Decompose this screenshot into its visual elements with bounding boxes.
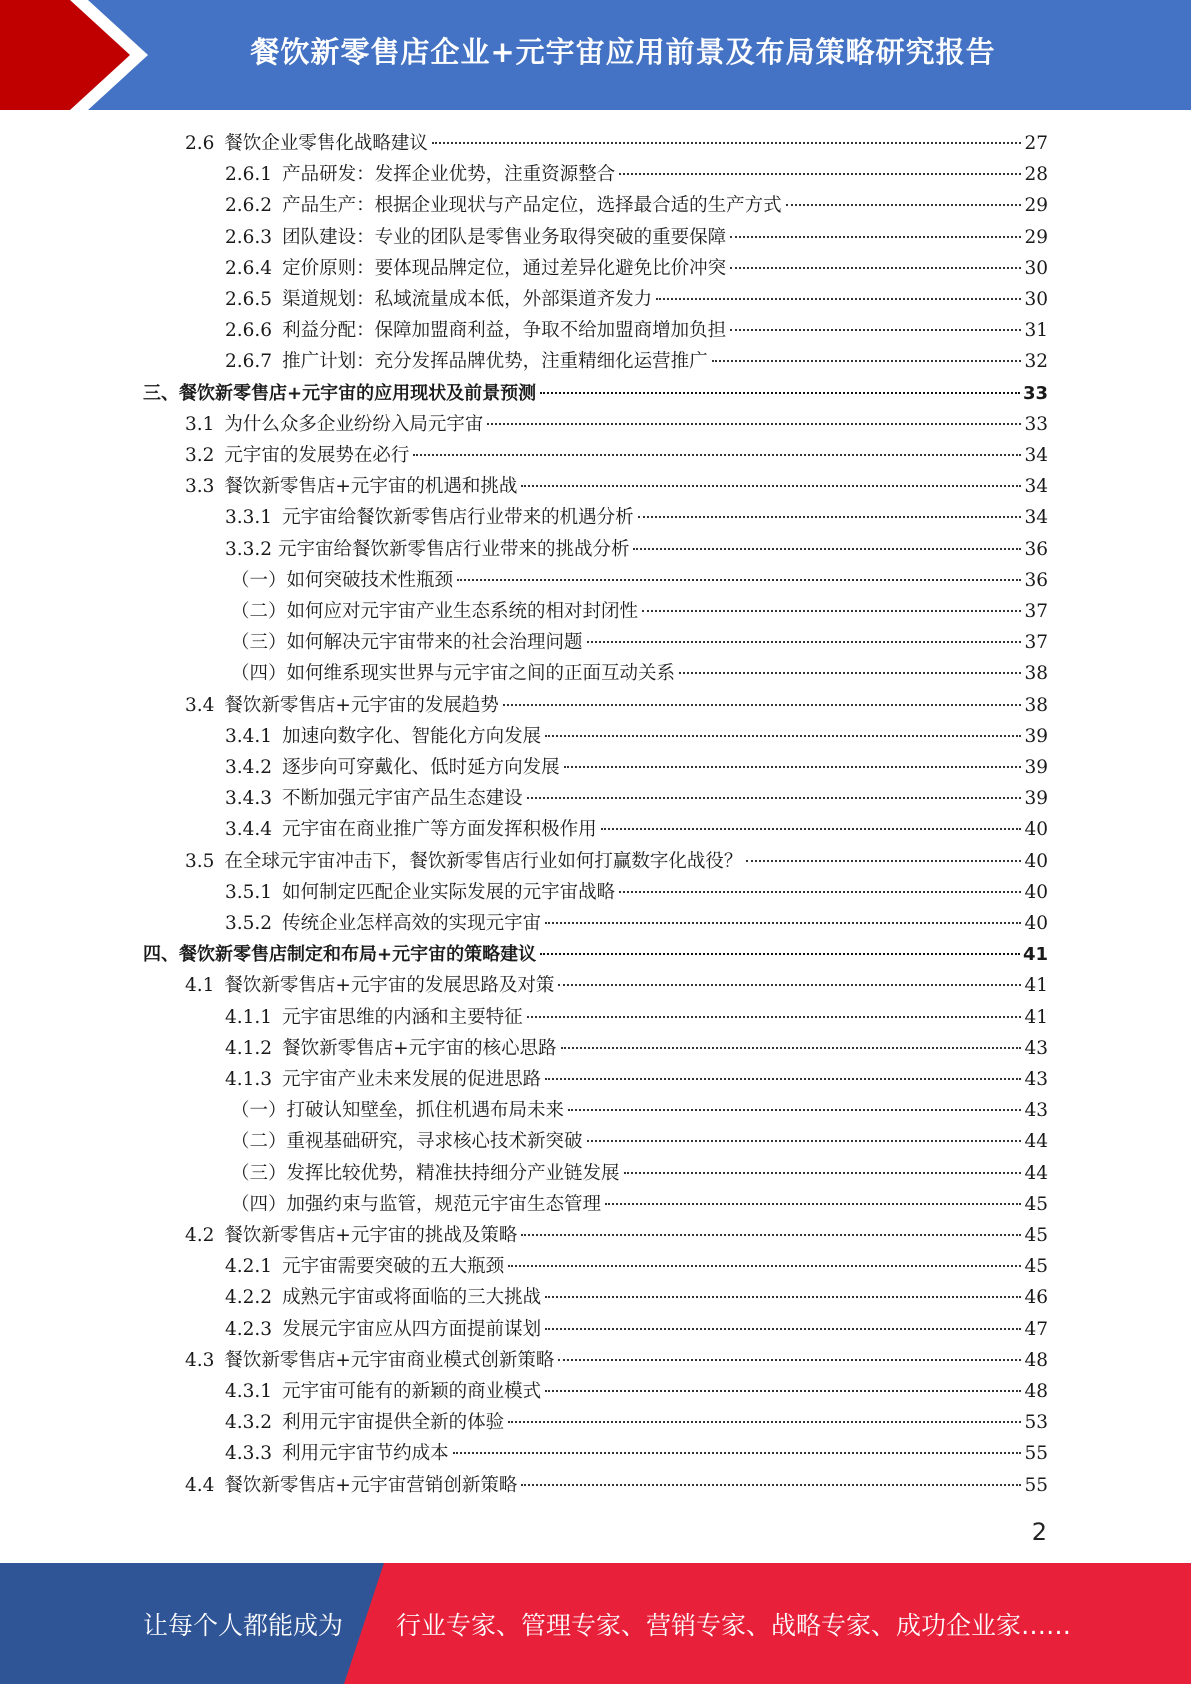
- toc-entry-number: 3.3.1: [225, 507, 273, 529]
- toc-dot-leader: [730, 267, 1021, 269]
- toc-entry-title: （一）打破认知壁垒，抓住机遇布局未来: [231, 1100, 565, 1122]
- toc-entry[interactable]: [225, 1002, 1048, 1033]
- toc-entry[interactable]: [185, 471, 1048, 502]
- toc-entry-number: 2.6.3: [225, 226, 273, 248]
- toc-entry-page: 38: [1024, 663, 1048, 685]
- toc-dot-leader: [642, 610, 1021, 612]
- toc-dot-leader: [527, 1016, 1022, 1018]
- page-header: [0, 0, 1191, 110]
- toc-entry-page: 29: [1024, 195, 1048, 217]
- toc-entry-title: （三）发挥比较优势，精准扶持细分产业链发展: [231, 1162, 620, 1184]
- toc-entry-page: 40: [1024, 850, 1048, 872]
- toc-entry-title: 不断加强元宇宙产品生态建设: [282, 788, 523, 810]
- toc-dot-leader: [786, 204, 1022, 206]
- toc-entry-title: 逐步向可穿戴化、低时延方向发展: [282, 757, 560, 778]
- toc-dot-leader: [540, 392, 1020, 394]
- toc-entry-title: 发展元宇宙应从四方面提前谋划: [282, 1318, 542, 1340]
- toc-entry-title: 产品生产：根据企业现状与产品定位，选择最合适的生产方式: [282, 195, 782, 217]
- toc-entry[interactable]: [231, 565, 1048, 596]
- toc-entry-page: 53: [1024, 1412, 1048, 1434]
- toc-dot-leader: [503, 704, 1022, 706]
- toc-entry[interactable]: [225, 721, 1048, 752]
- toc-entry-page: 41: [1024, 975, 1048, 997]
- toc-dot-leader: [413, 454, 1021, 456]
- toc-entry-title: 为什么众多企业纷纷入局元宇宙: [224, 413, 484, 435]
- toc-entry-title: 利用元宇宙提供全新的体验: [282, 1412, 505, 1434]
- toc-entry-number: 3.4.4: [225, 819, 273, 841]
- toc-entry-number: 2.6.7: [225, 351, 273, 373]
- toc-entry[interactable]: [185, 1470, 1048, 1501]
- toc-entry-number: 4.1: [185, 975, 215, 997]
- toc-entry-page: 43: [1024, 1069, 1048, 1090]
- toc-entry-title: （四）如何维系现实世界与元宇宙之间的正面互动关系: [231, 663, 676, 685]
- toc-entry-page: 38: [1024, 694, 1048, 716]
- toc-entry[interactable]: [225, 190, 1048, 221]
- toc-dot-leader: [527, 797, 1022, 799]
- toc-entry[interactable]: [231, 1126, 1048, 1157]
- toc-entry[interactable]: [225, 1033, 1048, 1064]
- toc-dot-leader: [545, 1078, 1021, 1080]
- toc-dot-leader: [540, 953, 1020, 955]
- toc-entry[interactable]: [225, 908, 1048, 939]
- toc-entry-title: 元宇宙思维的内涵和主要特征: [282, 1006, 523, 1028]
- toc-dot-leader: [558, 984, 1021, 986]
- toc-dot-leader: [605, 1203, 1021, 1205]
- toc-dot-leader: [545, 1390, 1021, 1392]
- toc-entry[interactable]: [185, 409, 1048, 440]
- toc-entry-title: （二）重视基础研究，寻求核心技术新突破: [231, 1131, 583, 1153]
- toc-entry-number: 3.2: [185, 445, 215, 466]
- toc-entry[interactable]: [185, 1220, 1048, 1251]
- toc-entry-page: 27: [1024, 133, 1048, 154]
- toc-entry-page: 46: [1024, 1287, 1048, 1309]
- toc-entry-title: 传统企业怎样高效的实现元宇宙: [282, 913, 542, 934]
- toc-dot-leader: [601, 828, 1022, 830]
- toc-entry-page: 31: [1024, 320, 1048, 342]
- toc-chapter-entry[interactable]: [143, 939, 1048, 970]
- toc-entry[interactable]: [225, 284, 1048, 315]
- toc-entry-title: 如何制定匹配企业实际发展的元宇宙战略: [282, 881, 616, 903]
- toc-entry-page: 55: [1024, 1474, 1048, 1496]
- toc-entry-title: 元宇宙产业未来发展的促进思路: [282, 1069, 542, 1090]
- toc-dot-leader: [561, 1047, 1022, 1049]
- toc-entry-title: （二）如何应对元宇宙产业生态系统的相对封闭性: [231, 601, 639, 622]
- toc-dot-leader: [587, 1140, 1022, 1142]
- toc-entry[interactable]: [185, 1345, 1048, 1376]
- toc-entry[interactable]: [225, 752, 1048, 783]
- toc-entry-title: 元宇宙需要突破的五大瓶颈: [282, 1256, 505, 1278]
- toc-entry-page: 45: [1024, 1225, 1048, 1246]
- toc-entry-title: 定价原则：要体现品牌定位，通过差异化避免比价冲突: [282, 257, 727, 279]
- toc-entry-title: 在全球元宇宙冲击下，餐饮新零售店行业如何打赢数字化战役？: [224, 850, 743, 872]
- toc-entry-number: 4.1.2: [225, 1037, 273, 1059]
- toc-entry[interactable]: [225, 877, 1048, 908]
- toc-entry-title: 四、餐饮新零售店制定和布局+元宇宙的策略建议: [143, 944, 537, 966]
- toc-entry[interactable]: [225, 1376, 1048, 1407]
- toc-entry-title: 餐饮企业零售化战略建议: [224, 133, 428, 154]
- toc-dot-leader: [432, 142, 1022, 144]
- toc-dot-leader: [633, 548, 1021, 550]
- toc-entry-title: 元宇宙的发展势在必行: [224, 445, 410, 466]
- toc-entry-page: 36: [1024, 538, 1048, 560]
- toc-entry[interactable]: [185, 690, 1048, 721]
- footer-slogan-left: 让每个人都能成为: [143, 1610, 344, 1640]
- toc-dot-leader: [508, 1265, 1021, 1267]
- toc-entry[interactable]: [231, 627, 1048, 658]
- toc-dot-leader: [487, 423, 1021, 425]
- toc-dot-leader: [746, 860, 1021, 862]
- toc-entry-number: 3.3: [185, 476, 215, 498]
- toc-entry-title: （四）加强约束与监管，规范元宇宙生态管理: [231, 1193, 602, 1215]
- toc-dot-leader: [568, 1109, 1021, 1111]
- toc-entry-page: 37: [1024, 632, 1048, 654]
- toc-entry-page: 45: [1024, 1256, 1048, 1278]
- toc-entry[interactable]: [225, 534, 1048, 565]
- toc-entry-page: 34: [1024, 476, 1048, 498]
- toc-entry[interactable]: [225, 315, 1048, 346]
- toc-entry-title: 餐饮新零售店+元宇宙的核心思路: [282, 1037, 557, 1059]
- toc-dot-leader: [656, 298, 1021, 300]
- toc-chapter-entry[interactable]: [143, 378, 1048, 409]
- toc-dot-leader: [453, 1452, 1022, 1454]
- toc-dot-leader: [521, 485, 1021, 487]
- toc-dot-leader: [521, 1234, 1021, 1236]
- toc-dot-leader: [521, 1484, 1021, 1486]
- toc-entry-number: 4.2.2: [225, 1287, 273, 1309]
- toc-entry[interactable]: [185, 846, 1048, 877]
- toc-entry-number: 2.6.1: [225, 164, 273, 186]
- toc-dot-leader: [712, 360, 1022, 362]
- toc-dot-leader: [545, 922, 1021, 924]
- toc-entry-title: 产品研发：发挥企业优势，注重资源整合: [282, 164, 616, 186]
- toc-entry-title: 元宇宙在商业推广等方面发挥积极作用: [282, 819, 597, 841]
- toc-entry-title: 元宇宙给餐饮新零售店行业带来的机遇分析: [282, 507, 634, 529]
- toc-entry-page: 40: [1024, 819, 1048, 841]
- toc-entry-title: （三）如何解决元宇宙带来的社会治理问题: [231, 632, 583, 654]
- toc-entry[interactable]: [185, 970, 1048, 1001]
- toc-entry-page: 39: [1024, 757, 1048, 778]
- toc-entry[interactable]: [225, 1282, 1048, 1313]
- toc-entry-number: 3.4: [185, 694, 215, 716]
- toc-entry-number: 2.6.6: [225, 320, 273, 342]
- toc-entry[interactable]: [231, 658, 1048, 689]
- toc-entry-number: 3.1: [185, 413, 215, 435]
- toc-entry-page: 29: [1024, 226, 1048, 248]
- toc-entry-number: 4.2.1: [225, 1256, 273, 1278]
- toc-dot-leader: [587, 641, 1022, 643]
- toc-entry-number: 4.3.3: [225, 1443, 273, 1465]
- toc-entry-title: 利益分配：保障加盟商利益，争取不给加盟商增加负担: [282, 320, 727, 342]
- toc-entry[interactable]: [225, 253, 1048, 284]
- toc-entry-title: 利用元宇宙节约成本: [282, 1443, 449, 1465]
- toc-entry-page: 41: [1022, 944, 1048, 966]
- toc-dot-leader: [619, 173, 1021, 175]
- toc-entry-title: 餐饮新零售店+元宇宙的发展思路及对策: [224, 975, 555, 997]
- toc-entry-number: 2.6.5: [225, 289, 273, 310]
- toc-entry-page: 40: [1024, 913, 1048, 934]
- toc-entry-page: 47: [1024, 1318, 1048, 1340]
- toc-entry-page: 45: [1024, 1193, 1048, 1215]
- toc-entry-page: 55: [1024, 1443, 1048, 1465]
- toc-entry-number: 3.5: [185, 850, 215, 872]
- report-title: 餐饮新零售店企业+元宇宙应用前景及布局策略研究报告: [250, 34, 996, 69]
- toc-entry[interactable]: [225, 346, 1048, 377]
- toc-dot-leader: [730, 236, 1021, 238]
- toc-entry-number: 4.2: [185, 1225, 215, 1246]
- toc-entry[interactable]: [225, 222, 1048, 253]
- toc-entry-title: 餐饮新零售店+元宇宙商业模式创新策略: [224, 1349, 555, 1371]
- toc-entry-number: 4.4: [185, 1474, 215, 1496]
- toc-entry[interactable]: [225, 1314, 1048, 1345]
- page-number: 2: [1031, 1518, 1047, 1546]
- toc-dot-leader: [638, 516, 1022, 518]
- toc-dot-leader: [619, 891, 1021, 893]
- toc-entry-page: 32: [1024, 351, 1048, 373]
- toc-entry-title: 餐饮新零售店+元宇宙的挑战及策略: [224, 1225, 518, 1246]
- toc-dot-leader: [679, 672, 1021, 674]
- toc-entry-page: 44: [1024, 1131, 1048, 1153]
- toc-dot-leader: [545, 735, 1021, 737]
- toc-entry-page: 33: [1024, 413, 1048, 435]
- toc-entry[interactable]: [225, 814, 1048, 845]
- toc-entry-page: 44: [1024, 1162, 1048, 1184]
- toc-dot-leader: [624, 1172, 1022, 1174]
- toc-entry-number: 3.5.2: [225, 913, 273, 934]
- toc-entry-page: 30: [1024, 289, 1048, 310]
- toc-entry[interactable]: [225, 783, 1048, 814]
- toc-entry[interactable]: [225, 1251, 1048, 1282]
- toc-entry-page: 34: [1024, 445, 1048, 466]
- toc-entry-page: 34: [1024, 507, 1048, 529]
- toc-dot-leader: [457, 579, 1021, 581]
- toc-entry[interactable]: [231, 1189, 1048, 1220]
- toc-entry-page: 48: [1024, 1349, 1048, 1371]
- toc-entry-page: 30: [1024, 257, 1048, 279]
- toc-entry-number: 3.4.3: [225, 788, 273, 810]
- toc-entry-page: 39: [1024, 788, 1048, 810]
- page-footer: [0, 1563, 1191, 1684]
- toc-entry-number: 2.6.2: [225, 195, 273, 217]
- toc-entry-number: 4.3.1: [225, 1381, 273, 1402]
- toc-entry-page: 43: [1024, 1037, 1048, 1059]
- toc-entry-title: 成熟元宇宙或将面临的三大挑战: [282, 1287, 542, 1309]
- toc-entry-title: 元宇宙可能有的新颖的商业模式: [282, 1381, 542, 1402]
- toc-entry-page: 40: [1024, 881, 1048, 903]
- toc-entry[interactable]: [225, 502, 1048, 533]
- toc-entry-title: 推广计划：充分发挥品牌优势，注重精细化运营推广: [282, 351, 708, 373]
- toc-entry-page: 41: [1024, 1006, 1048, 1028]
- toc-entry-number: 3.4.2: [225, 757, 273, 778]
- toc-entry[interactable]: [225, 1438, 1048, 1469]
- toc-dot-leader: [730, 329, 1021, 331]
- toc-entry-number: 4.3: [185, 1349, 215, 1371]
- toc-entry-number: 4.1.3: [225, 1069, 273, 1090]
- toc-entry[interactable]: [231, 596, 1048, 627]
- toc-entry-page: 36: [1024, 569, 1048, 591]
- toc-entry-title: 渠道规划：私域流量成本低，外部渠道齐发力: [282, 289, 653, 310]
- toc-entry[interactable]: [225, 159, 1048, 190]
- toc-entry-number: 4.2.3: [225, 1318, 273, 1340]
- toc-entry-page: 33: [1022, 382, 1048, 404]
- toc-dot-leader: [508, 1421, 1021, 1423]
- toc-entry[interactable]: [225, 1407, 1048, 1438]
- toc-entry-page: 28: [1024, 164, 1048, 186]
- toc-dot-leader: [545, 1296, 1021, 1298]
- toc-entry-title: 加速向数字化、智能化方向发展: [282, 725, 542, 747]
- toc-entry-title: 餐饮新零售店+元宇宙营销创新策略: [224, 1474, 518, 1496]
- toc-entry-page: 37: [1024, 601, 1048, 622]
- toc-dot-leader: [558, 1359, 1021, 1361]
- toc-entry-page: 43: [1024, 1100, 1048, 1122]
- toc-entry[interactable]: [185, 128, 1048, 159]
- toc-entry[interactable]: [185, 440, 1048, 471]
- toc-entry-title: （一）如何突破技术性瓶颈: [231, 569, 454, 591]
- toc-entry[interactable]: [225, 1064, 1048, 1095]
- toc-entry-number: 2.6.4: [225, 257, 273, 279]
- toc-entry-number: 4.1.1: [225, 1006, 273, 1028]
- toc-entry-title: 餐饮新零售店+元宇宙的机遇和挑战: [224, 476, 518, 498]
- toc-entry[interactable]: [231, 1095, 1048, 1126]
- toc-entry-title: 三、餐饮新零售店+元宇宙的应用现状及前景预测: [143, 382, 537, 404]
- toc-entry-title: 餐饮新零售店+元宇宙的发展趋势: [224, 694, 499, 716]
- toc-entry-title: 3.3.2 元宇宙给餐饮新零售店行业带来的挑战分析: [225, 538, 630, 560]
- toc-entry-number: 4.3.2: [225, 1412, 273, 1434]
- toc-entry-number: 3.5.1: [225, 881, 273, 903]
- toc-entry-page: 39: [1024, 725, 1048, 747]
- toc-entry-page: 48: [1024, 1381, 1048, 1402]
- toc-entry-title: 团队建设：专业的团队是零售业务取得突破的重要保障: [282, 226, 727, 248]
- toc-entry-number: 3.4.1: [225, 725, 273, 747]
- toc-entry-number: 2.6: [185, 133, 215, 154]
- footer-slogan-right: 行业专家、管理专家、营销专家、战略专家、成功企业家……: [396, 1610, 1072, 1640]
- toc-dot-leader: [564, 766, 1022, 768]
- toc-dot-leader: [545, 1328, 1021, 1330]
- toc-entry[interactable]: [231, 1158, 1048, 1189]
